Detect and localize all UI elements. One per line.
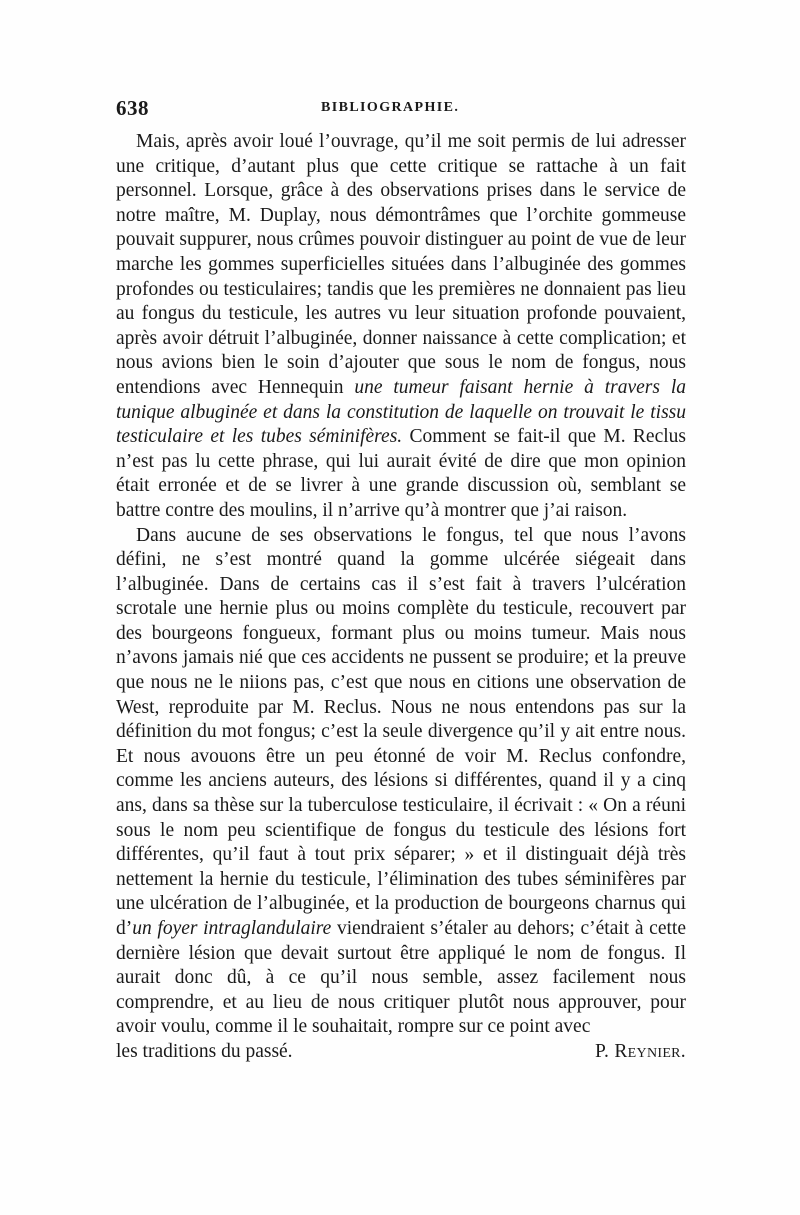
paragraph-2-italic: un foyer intraglandulaire [132,918,332,939]
paragraph-1 [116,130,686,524]
closing-text: les traditions du passé. [116,1040,293,1062]
closing-line [116,1040,686,1065]
page-number: 638 [116,96,149,120]
paragraph-1-text: Mais, après avoir loué l’ouvrage, qu’il me soit permis de lui adresser une critique, d’autant plus que cette critique se rattache à un fait personnel. Lorsque, grâce à des observations prises dans le service de notre maître, M. Duplay, nous démontrâmes que l’orchite gommeuse pouvait suppurer, nous crûmes pouvoir distinguer au point de vue de leur marche les gommes superficielles situées dans l’albuginée des gommes profondes ou testiculaires; tandis que les premières ne donnaient pas lieu au fongus du testicule, les autres vu leur situation profonde pouvaient, après avoir détruit l’albuginée, donner naissance à cette complication; et nous avions bien le soin d’ajouter que sous le nom de fongus, nous entendions avec Hennequin [116,131,687,398]
paragraph-2-text: Dans aucune de ses observations le fongus, tel que nous l’avons défini, ne s’est montré quand la gomme ulcérée siégeait dans l’albuginée. Dans de certains cas il s’est fait à travers l’ulcération scrotale une hernie plus ou moins complète du testicule, recouvert par des bourgeons fongueux, formant plus ou moins tumeur. Mais nous n’avons jamais nié que ces accidents ne pussent se produire; et la preuve que nous ne le niions pas, c’est que nous en citions une observation de West, reproduite par M. Reclus. Nous ne nous entendons pas sur la définition du mot fongus; c’est la seule divergence qu’il y ait entre nous. Et nous avouons être un peu étonné de voir M. Reclus confondre, comme les anciens auteurs, des lésions si différentes, quand il y a cinq ans, dans sa thèse sur la tuberculose testiculaire, il écrivait : « On a réuni sous le nom peu scientifique de fongus du testicule des lésions fort différentes, qu’il faut à tout prix séparer; » et il distinguait déjà très nettement la hernie du testicule, l’élimination des tubes séminifères par une ulcération de l’albuginée, et la production de bourgeons charnus qui d’ [116,524,686,939]
running-head: BIBLIOGRAPHIE. [321,100,460,115]
paragraph-2-text-end: viendraient s’étaler au dehors; c’était à cette dernière lésion que devait surtout être appliqué le nom de fongus. Il aurait donc dû, à ce qu’il nous semble, assez facilement nous comprendre, et au lieu de nous critiquer plutôt nous approuver, pour avoir voulu, comme il le souhaitait, rompre sur ce point avec [116,918,686,1038]
paragraph-1-quote: une tumeur faisant hernie à travers la tunique albuginée et dans la constitution de laquelle on trouvait le tissu testiculaire et les tubes séminifères. [116,376,687,448]
body-text [116,130,686,1065]
paragraph-2 [116,524,686,1040]
paragraph-1-text-end: Comment se fait-il que M. Reclus n’est pas lu cette phrase, qui lui aurait évité de dire que mon opinion était erronée et de se livrer à une grande discussion où, semblant se battre contre des moulins, il n’arrive qu’à montrer que j’ai raison. [116,426,686,521]
page-header [116,96,686,122]
author-signature: P. Reynier. [595,1040,686,1062]
